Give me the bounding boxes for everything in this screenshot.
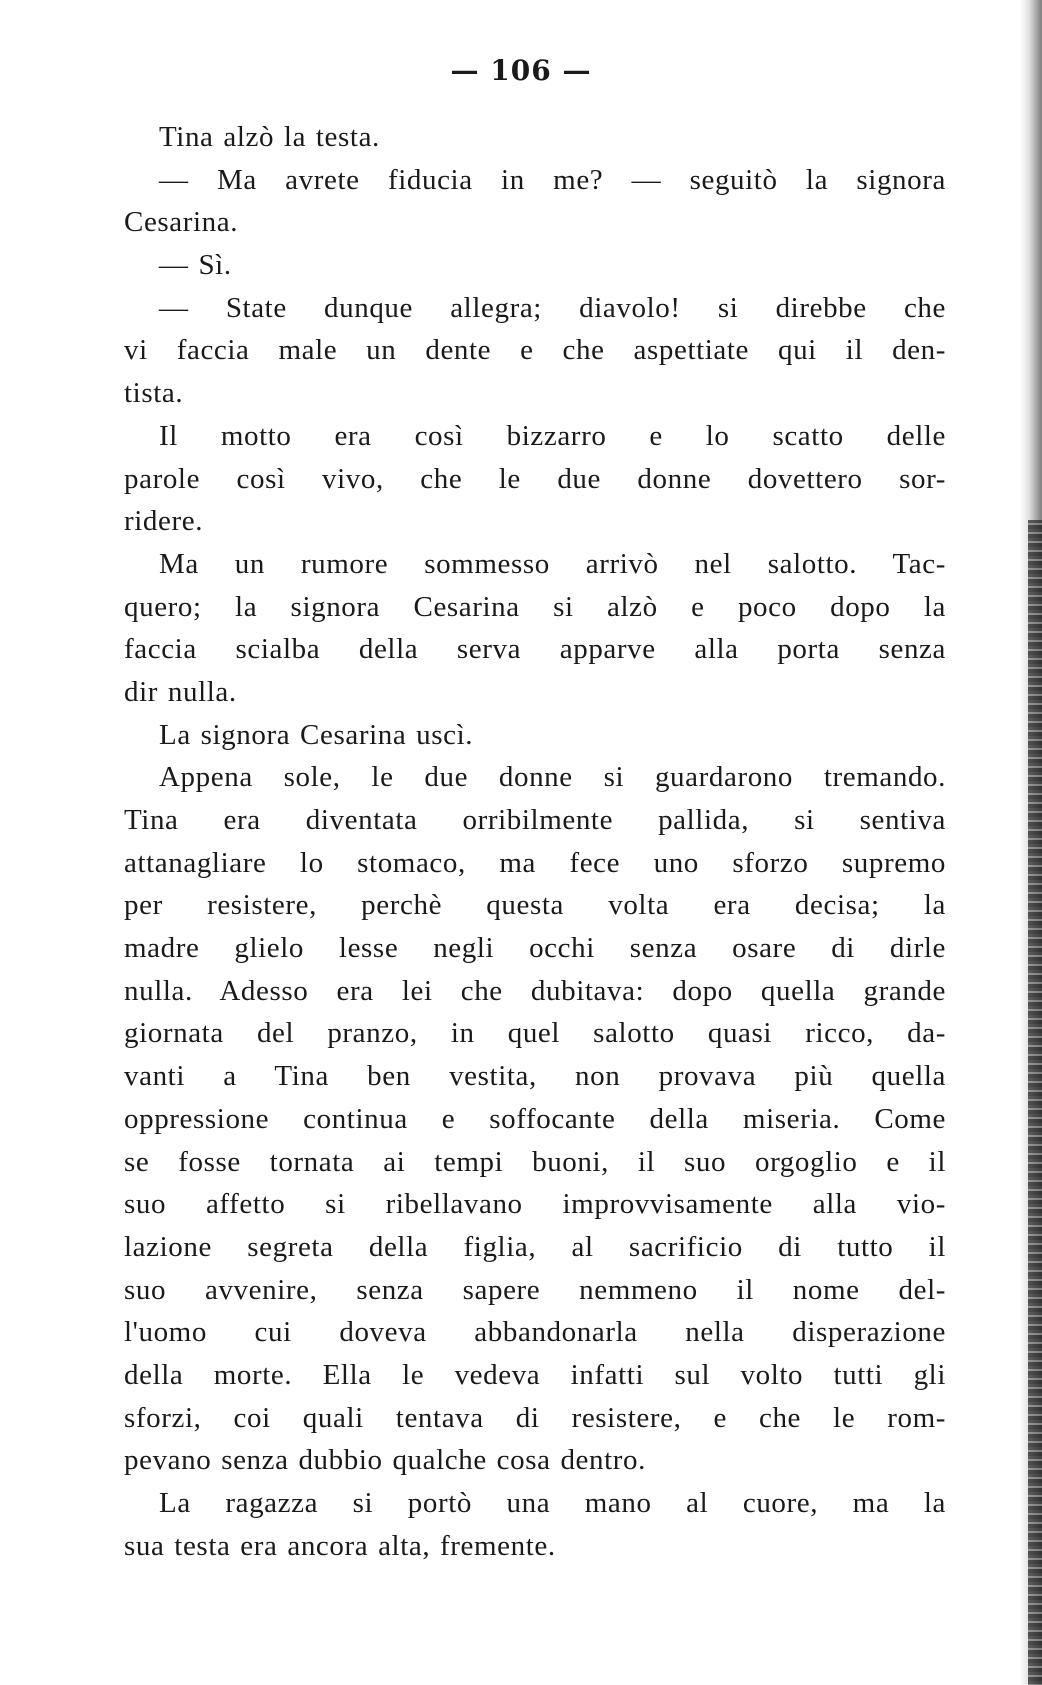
text-line: oppressione continua e soffocante della miseria. Come	[124, 1102, 946, 1135]
text-line: faccia scialba della serva apparve alla porta senza	[124, 633, 946, 666]
text-line: dir nulla.	[124, 675, 237, 708]
text-line: — Sì.	[159, 249, 232, 282]
text-line: vanti a Tina ben vestita, non provava più quella	[124, 1060, 946, 1093]
text-line: se fosse tornata ai tempi buoni, il suo orgoglio e il	[124, 1145, 946, 1178]
text-line: ridere.	[124, 505, 204, 538]
text-line: Ma un rumore sommesso arrivò nel salotto. Tac-	[159, 547, 946, 580]
text-line: sua testa era ancora alta, fremente.	[124, 1529, 556, 1562]
text-line: vi faccia male un dente e che aspettiate qui il den-	[124, 334, 946, 367]
text-line: — Ma avrete fiducia in me? — seguitò la signora	[159, 163, 946, 196]
text-line: madre glielo lesse negli occhi senza osare di dirle	[124, 932, 946, 965]
text-line: tista.	[124, 377, 184, 410]
text-line: sforzi, coi quali tentava di resistere, e che le rom-	[124, 1401, 946, 1434]
text-line: Il motto era così bizzarro e lo scatto delle	[159, 419, 946, 452]
text-line: La ragazza si portò una mano al cuore, ma la	[159, 1487, 946, 1519]
text-line: giornata del pranzo, in quel salotto quasi ricco, da-	[124, 1017, 946, 1050]
text-line: Tina era diventata orribilmente pallida, si sentiva	[124, 804, 946, 836]
page-number: — 106 —	[450, 54, 592, 87]
text-line: l'uomo cui doveva abbandonarla nella disperazione	[124, 1316, 946, 1349]
text-line: della morte. Ella le vedeva infatti sul volto tutti gli	[124, 1358, 946, 1391]
text-line: per resistere, perchè questa volta era decisa; la	[124, 889, 946, 922]
text-line: attanagliare lo stomaco, ma fece uno sforzo supremo	[124, 846, 946, 879]
text-line: suo avvenire, senza sapere nemmeno il nome del-	[124, 1273, 946, 1306]
text-line: parole così vivo, che le due donne dovettero sor-	[124, 462, 946, 495]
text-line: La signora Cesarina uscì.	[159, 718, 474, 751]
text-line: pevano senza dubbio qualche cosa dentro.	[124, 1444, 646, 1477]
text-line: suo affetto si ribellavano improvvisamente alla vio-	[124, 1188, 946, 1221]
text-line: lazione segreta della figlia, al sacrificio di tutto il	[124, 1230, 946, 1263]
text-line: Appena sole, le due donne si guardarono tremando.	[159, 761, 946, 794]
text-line: Tina alzò la testa.	[159, 121, 380, 153]
body-text	[124, 116, 946, 1567]
text-line: quero; la signora Cesarina si alzò e poco dopo la	[124, 590, 946, 623]
text-line: — State dunque allegra; diavolo! si direbbe che	[159, 291, 946, 324]
text-line: Cesarina.	[124, 206, 239, 239]
text-line: nulla. Adesso era lei che dubitava: dopo quella grande	[124, 974, 946, 1007]
page-edge-binding	[1028, 520, 1042, 1685]
